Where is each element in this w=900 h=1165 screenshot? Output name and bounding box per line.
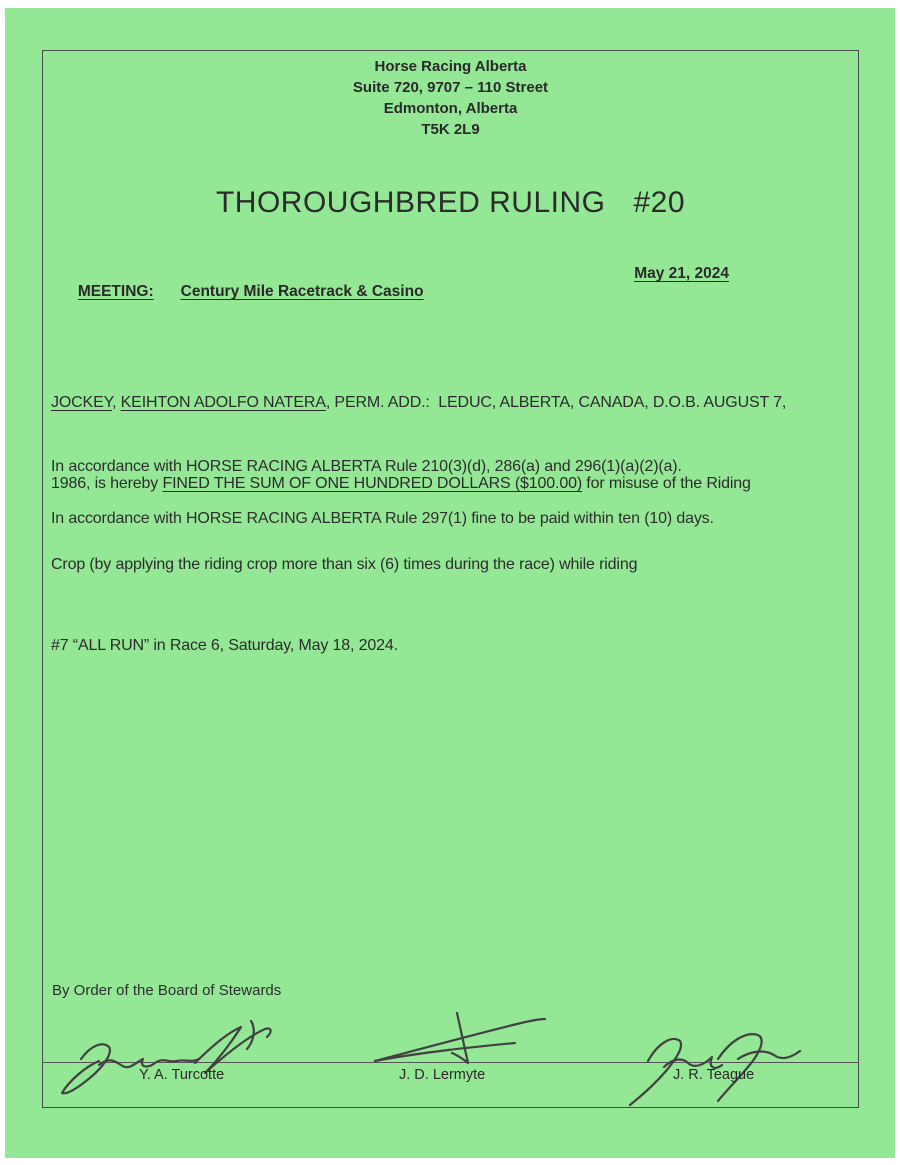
jockey-label: JOCKEY [51, 394, 113, 411]
ruling-number: #20 [633, 186, 686, 219]
meeting-venue: Century Mile Racetrack & Casino [180, 283, 424, 300]
signatory-name: J. R. Teague [673, 1067, 755, 1083]
signature-teague [620, 1021, 810, 1111]
by-order-text: By Order of the Board of Stewards [52, 982, 282, 999]
meeting-line [52, 265, 858, 337]
green-paper-sheet [5, 8, 895, 1158]
ruling-text: 1986, is hereby [51, 475, 163, 492]
document-title-text: THOROUGHBRED RULING [215, 186, 606, 219]
signatory-name: Y. A. Turcotte [139, 1067, 225, 1083]
letterhead-postal-code: T5K 2L9 [421, 121, 480, 138]
ruling-text: #7 “ALL RUN” in Race 6, Saturday, May 18, 2024. [51, 637, 398, 654]
ruling-line [51, 389, 786, 416]
signatory-name: J. D. Lermyte [399, 1067, 486, 1083]
letterhead-address1: Suite 720, 9707 – 110 Street [352, 79, 549, 96]
signature-lermyte [365, 1009, 550, 1067]
rule-citation-1: In accordance with HORSE RACING ALBERTA Rule 210(3)(d), 286(a) and 296(1)(a)(2)(a). [51, 458, 682, 475]
signature-turcotte [57, 1019, 285, 1099]
ruling-text: for misuse of the Riding [582, 475, 751, 492]
letterhead-org: Horse Racing Alberta [374, 58, 527, 75]
ruling-text: , PERM. ADD.: LEDUC, ALBERTA, CANADA, D.O.B. AUGUST 7, [325, 394, 787, 411]
rule-citation-2: In accordance with HORSE RACING ALBERTA Rule 297(1) fine to be paid within ten (10) days. [51, 510, 714, 527]
document-title [43, 186, 858, 220]
ruling-line [51, 632, 786, 659]
ruling-text: Crop (by applying the riding crop more than six (6) times during the race) while riding [51, 556, 638, 573]
fine-amount: FINED THE SUM OF ONE HUNDRED DOLLARS ($100.00) [162, 475, 583, 492]
letterhead [43, 56, 858, 140]
letterhead-address2: Edmonton, Alberta [383, 100, 518, 117]
ruling-line [51, 551, 786, 578]
meeting-date: May 21, 2024 [634, 265, 729, 282]
jockey-name: KEIHTON ADOLFO NATERA [120, 394, 326, 411]
document-border-frame [42, 50, 859, 1108]
meeting-label: MEETING: [77, 283, 154, 300]
ruling-text: , [112, 394, 121, 411]
